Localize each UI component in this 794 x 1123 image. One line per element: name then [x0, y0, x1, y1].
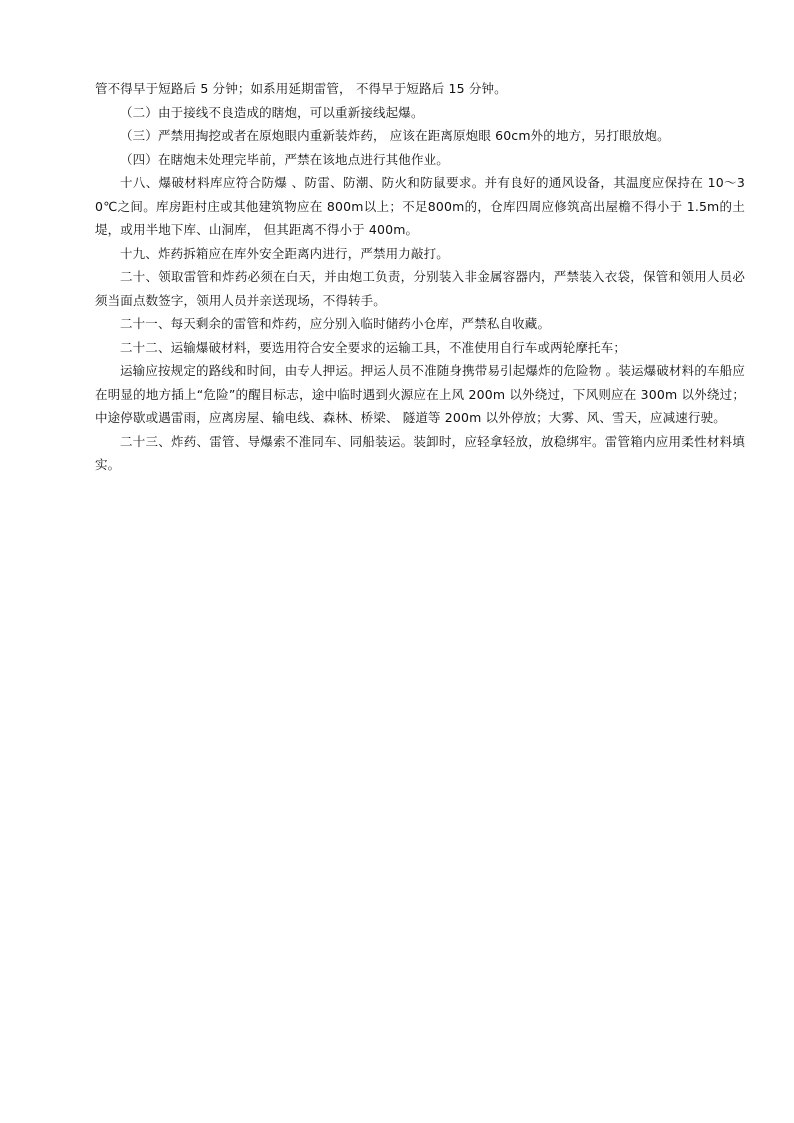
paragraph-article-22: 二十二、运输爆破材料，要选用符合安全要求的运输工具，不准使用自行车或两轮摩托车； [120, 339, 627, 355]
paragraph-article-19: 十九、炸药拆箱应在库外安全距离内进行，严禁用力敲打。 [120, 245, 449, 261]
paragraph-item-4: （四）在瞎炮未处理完毕前，严禁在该地点进行其他作业。 [120, 151, 449, 167]
paragraph-item-3: （三）严禁用掏挖或者在原炮眼内重新装炸药， 应该在距离原炮眼 60cm外的地方，另打眼放炮。 [120, 128, 670, 143]
paragraph-article-21: 二十一、每天剩余的雷管和炸药，应分别入临时储药小仓库，严禁私自收藏。 [120, 316, 551, 331]
paragraph-continuation: 管不得早于短路后 5 分钟；如系用延期雷管， 不得早于短路后 15 分钟。 [95, 81, 507, 96]
document-page [95, 77, 745, 477]
paragraph-item-2: （二）由于接线不良造成的瞎炮，可以重新接线起爆。 [120, 104, 424, 120]
paragraph-transport-rules: 运输应按规定的路线和时间，由专人押运。押运人员不准随身携带易引起爆炸的危险物 。装运爆破材料的车船应在明显的地方插上“危险”的醒目标志，途中临时遇到火源应在上风 200m 以外绕过，下风则应在 300m 以外绕过；中途停歇或遇雷雨，应离房屋、输电线、森林、桥梁、 隧道等 200m 以外停放；大雾、风、雪天，应减速行驶。 [95, 363, 745, 425]
paragraph-article-20: 二十、领取雷管和炸药必须在白天，并由炮工负责，分别装入非金属容器内，严禁装入衣袋，保管和领用人员必须当面点数签字，领用人员并亲送现场，不得转手。 [95, 269, 745, 308]
paragraph-article-18: 十八、爆破材料库应符合防爆 、防雷、防潮、防火和防鼠要求。并有良好的通风设备，其温度应保持在 10～30℃之间。库房距村庄或其他建筑物应在 800m以上；不足800m的，仓库四周应修筑高出屋檐不得小于 1.5m的土堤，或用半地下库、山洞库， 但其距离不得小于 400m。 [95, 175, 745, 237]
paragraph-article-23: 二十三、炸药、雷管、导爆索不准同车、同船装运。装卸时，应轻拿轻放，放稳绑牢。雷管箱内应用柔性材料填实。 [95, 433, 745, 472]
